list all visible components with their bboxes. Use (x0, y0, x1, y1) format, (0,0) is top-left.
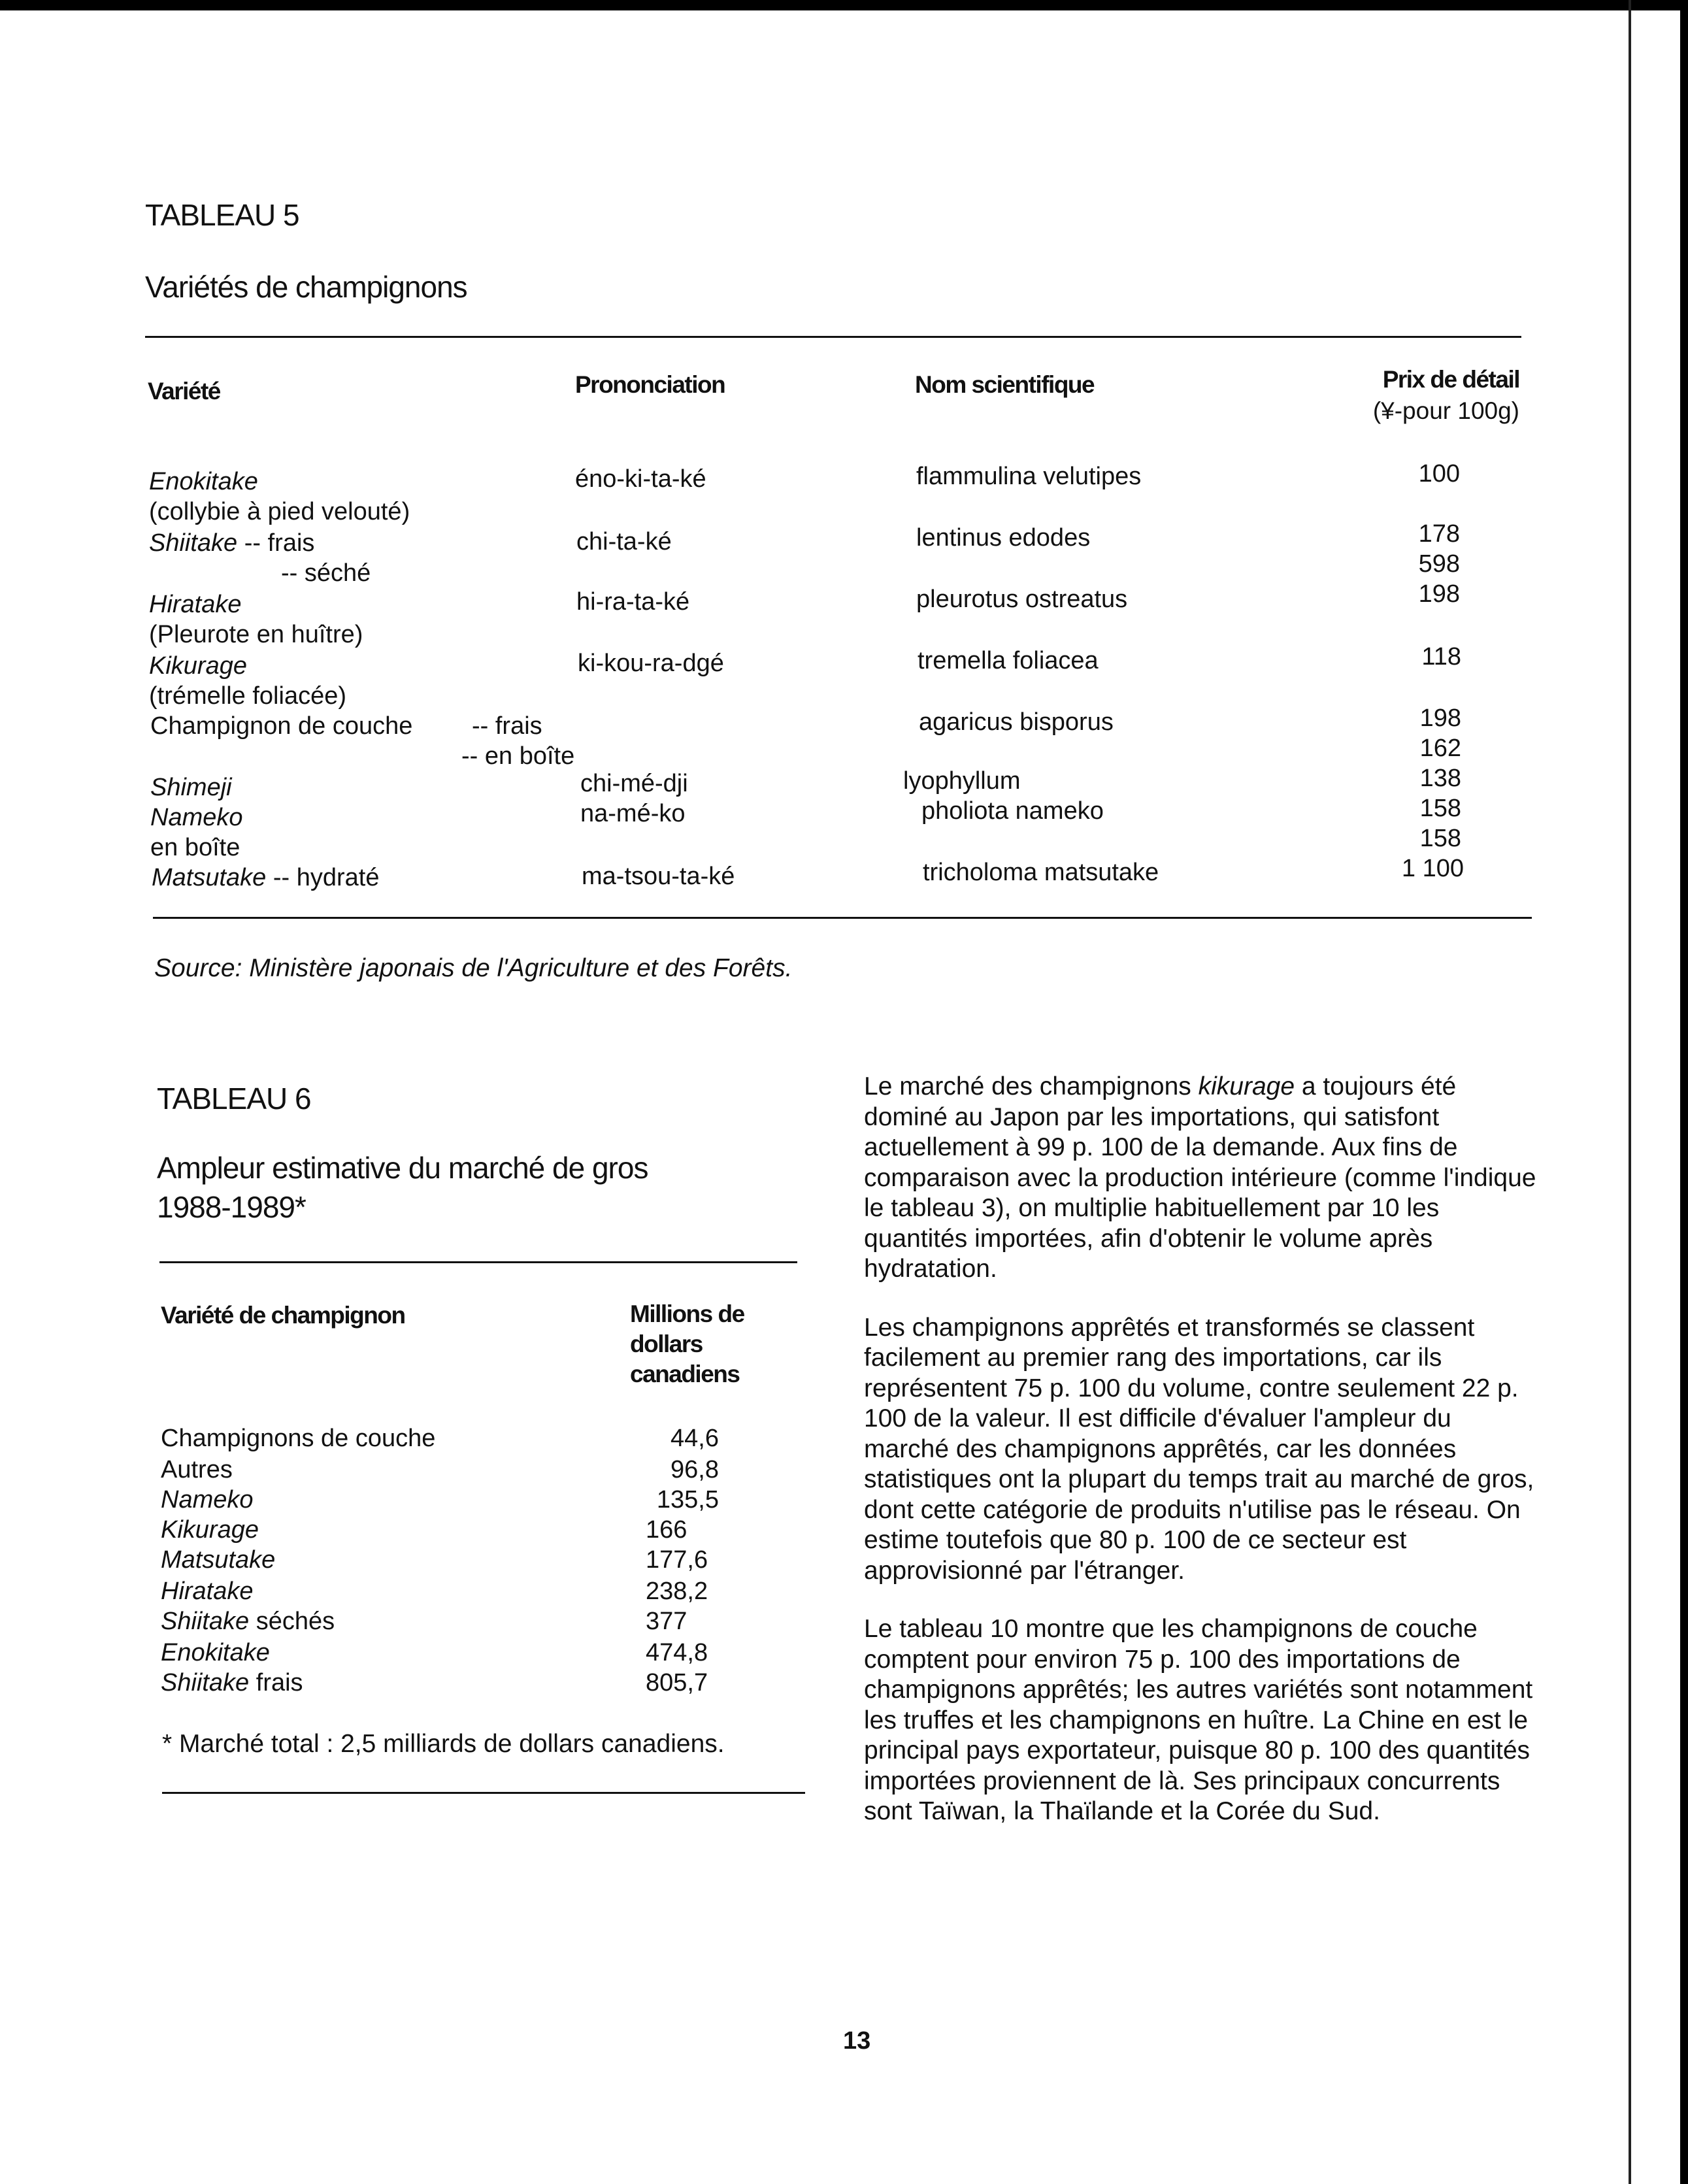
t6-row-name (161, 1606, 335, 1636)
t6-header-variete: Variété de champignon (161, 1302, 405, 1329)
t6-row-value: 805,7 (646, 1669, 708, 1696)
tableau5-title: Variétés de champignons (145, 270, 467, 304)
t6-row-value: 166 (646, 1516, 687, 1544)
t5-row-pron: na-mé-ko (580, 800, 686, 827)
tableau6-bottom-rule (162, 1792, 805, 1794)
paragraph-3: Le tableau 10 montre que les champignons de couche comptent pour environ 75 p. 100 des importations de champignons apprêtés; les autres variétés sont notamment les truffes et les champignons en huître. La Chine en est le principal pays exportateur, puisque 80 p. 100 des quantités importées proviennent de là. Ses principaux concurrents sont Taïwan, la Thaïlande et la Corée du Sud. (864, 1615, 1533, 1825)
t5-row-sci: flammulina velutipes (916, 463, 1142, 490)
scan-top-edge (0, 0, 1688, 10)
paragraph-1-rest: a toujours été dominé au Japon par les importations, qui satisfont actuellement à 99 p. 100 de la demande. Aux fins de comparaison avec la production intérieure (comme l'indique le tableau 3), on multiplie habituellement par 10 les quantités importées, afin d'obtenir le volume après hydratation. (864, 1072, 1536, 1283)
t6-row-name-it: Shiitake (161, 1669, 250, 1696)
t5-row-sci: pholiota nameko (921, 797, 1104, 825)
tableau5-label: TABLEAU 5 (145, 198, 299, 232)
t5-row-name-sub: en boîte (150, 834, 240, 861)
t5-row-price: 1 100 (1401, 855, 1464, 882)
t5-row-name: Nameko (150, 804, 243, 831)
t5-row-price: 198 (1418, 580, 1460, 608)
t5-row-price: 598 (1418, 550, 1460, 578)
t5-row-name-suffix: -- hydraté (266, 864, 380, 891)
t6-row-value: 177,6 (646, 1546, 708, 1574)
t6-row-value: 377 (646, 1608, 687, 1635)
t5-header-prix-1: Prix de détail (1382, 366, 1519, 393)
scan-right-edge (1680, 0, 1688, 2184)
t6-row-value: 44,6 (670, 1425, 719, 1452)
t5-row-price: 198 (1419, 704, 1461, 732)
t5-row-pron: éno-ki-ta-ké (575, 465, 706, 493)
t5-header-nom-scientifique: Nom scientifique (915, 371, 1095, 398)
tableau6-title-1: Ampleur estimative du marché de gros (157, 1151, 648, 1185)
paragraph-1 (864, 1072, 1537, 1285)
t6-header-val-3: canadiens (630, 1361, 740, 1387)
t5-row-sci: agaricus bisporus (919, 708, 1114, 736)
t5-row-name: Enokitake (149, 468, 258, 495)
t6-row-name: Hiratake (161, 1578, 254, 1605)
t6-row-value: 135,5 (656, 1486, 719, 1514)
t5-row-price: 118 (1421, 643, 1461, 670)
t5-row-sci: tricholoma matsutake (923, 859, 1159, 886)
t6-row-name: Matsutake (161, 1546, 276, 1574)
t5-row-price: 158 (1419, 795, 1461, 822)
t5-row-name-sub: (collybie à pied velouté) (149, 498, 410, 525)
t5-row-price: 100 (1418, 460, 1460, 488)
t6-row-value: 238,2 (646, 1578, 708, 1605)
t6-row-name-suffix: frais (249, 1669, 303, 1696)
t6-row-name: Enokitake (161, 1639, 270, 1666)
paragraph-1-italic: kikurage (1198, 1072, 1295, 1100)
t6-row-name-suffix: séchés (249, 1608, 335, 1635)
t5-row-name-it: Matsutake (152, 864, 267, 891)
t5-row-pron: ki-kou-ra-dgé (578, 650, 724, 677)
body-text (864, 1072, 1537, 1855)
t5-row-name-line2: -- séché (281, 559, 371, 587)
t5-row-price: 158 (1419, 825, 1461, 852)
tableau6-top-rule (159, 1261, 797, 1263)
t5-row-pron: hi-ra-ta-ké (576, 588, 690, 616)
t5-row-name (152, 863, 379, 893)
t5-row-pron: chi-ta-ké (576, 528, 672, 555)
t5-row-sci: lyophyllum (903, 767, 1021, 795)
t5-row-name: Hiratake (149, 591, 242, 618)
t5-row-name (149, 528, 314, 558)
t5-row-sci: pleurotus ostreatus (916, 586, 1128, 613)
t5-row-price: 178 (1418, 520, 1460, 548)
tableau6-footnote: * Marché total : 2,5 milliards de dollars canadiens. (162, 1730, 725, 1758)
tableau5-top-rule (145, 336, 1521, 338)
t5-row-name-suffix: -- frais (237, 529, 315, 557)
t6-row-value: 96,8 (670, 1456, 719, 1483)
tableau5-source: Source: Ministère japonais de l'Agriculture et des Forêts. (154, 954, 793, 982)
t6-header-val-2: dollars (630, 1331, 703, 1357)
t6-row-name-it: Shiitake (161, 1608, 250, 1635)
t5-row-price: 162 (1419, 735, 1461, 762)
scan-right-edge-line (1629, 0, 1631, 2184)
t5-header-prononciation: Prononciation (575, 371, 725, 398)
t5-row-name-sub: (trémelle foliacée) (149, 682, 346, 710)
t6-row-name: Autres (161, 1456, 233, 1483)
t5-row-mid2: -- en boîte (461, 742, 575, 770)
tableau6-title-2: 1988-1989* (157, 1190, 306, 1224)
t5-row-mid1: -- frais (472, 712, 542, 740)
tableau6-label: TABLEAU 6 (157, 1082, 311, 1116)
t5-row-name-it: Shiitake (149, 529, 238, 557)
page-number: 13 (843, 2027, 871, 2055)
t5-row-price: 138 (1419, 765, 1461, 792)
t6-row-name: Nameko (161, 1486, 254, 1514)
t5-header-prix-2: (¥-pour 100g) (1372, 397, 1519, 424)
paragraph-2: Les champignons apprêtés et transformés se classent facilement au premier rang des importations, car ils représentent 75 p. 100 du volume, contre seulement 22 p. 100 de la valeur. Il est difficile d'évaluer l'ampleur du marché des champignons apprêtés, car les données statistiques ont la plupart du temps trait au marché de gros, dont cette catégorie de produits n'utilise pas le réseau. On estime toutefois que 80 p. 100 de ce secteur est approvisionné par l'étranger. (864, 1313, 1534, 1585)
t5-row-sci: tremella foliacea (918, 647, 1099, 674)
t5-row-name: Shimeji (150, 774, 232, 801)
t6-row-value: 474,8 (646, 1639, 708, 1666)
t6-row-name: Kikurage (161, 1516, 259, 1544)
paragraph-1-start: Le marché des champignons (864, 1072, 1199, 1100)
t5-row-name: Champignon de couche (150, 712, 413, 740)
t5-row-name: Kikurage (149, 652, 247, 680)
t5-row-pron: ma-tsou-ta-ké (582, 863, 735, 890)
t5-row-sci: lentinus edodes (916, 524, 1091, 552)
t5-row-name-sub: (Pleurote en huître) (149, 621, 363, 648)
t5-row-pron: chi-mé-dji (580, 770, 688, 797)
t6-row-name: Champignons de couche (161, 1425, 436, 1452)
t6-header-val-1: Millions de (630, 1300, 744, 1327)
t5-header-variete: Variété (148, 378, 220, 405)
t6-row-name (161, 1668, 303, 1698)
tableau5-bottom-rule (153, 917, 1532, 919)
